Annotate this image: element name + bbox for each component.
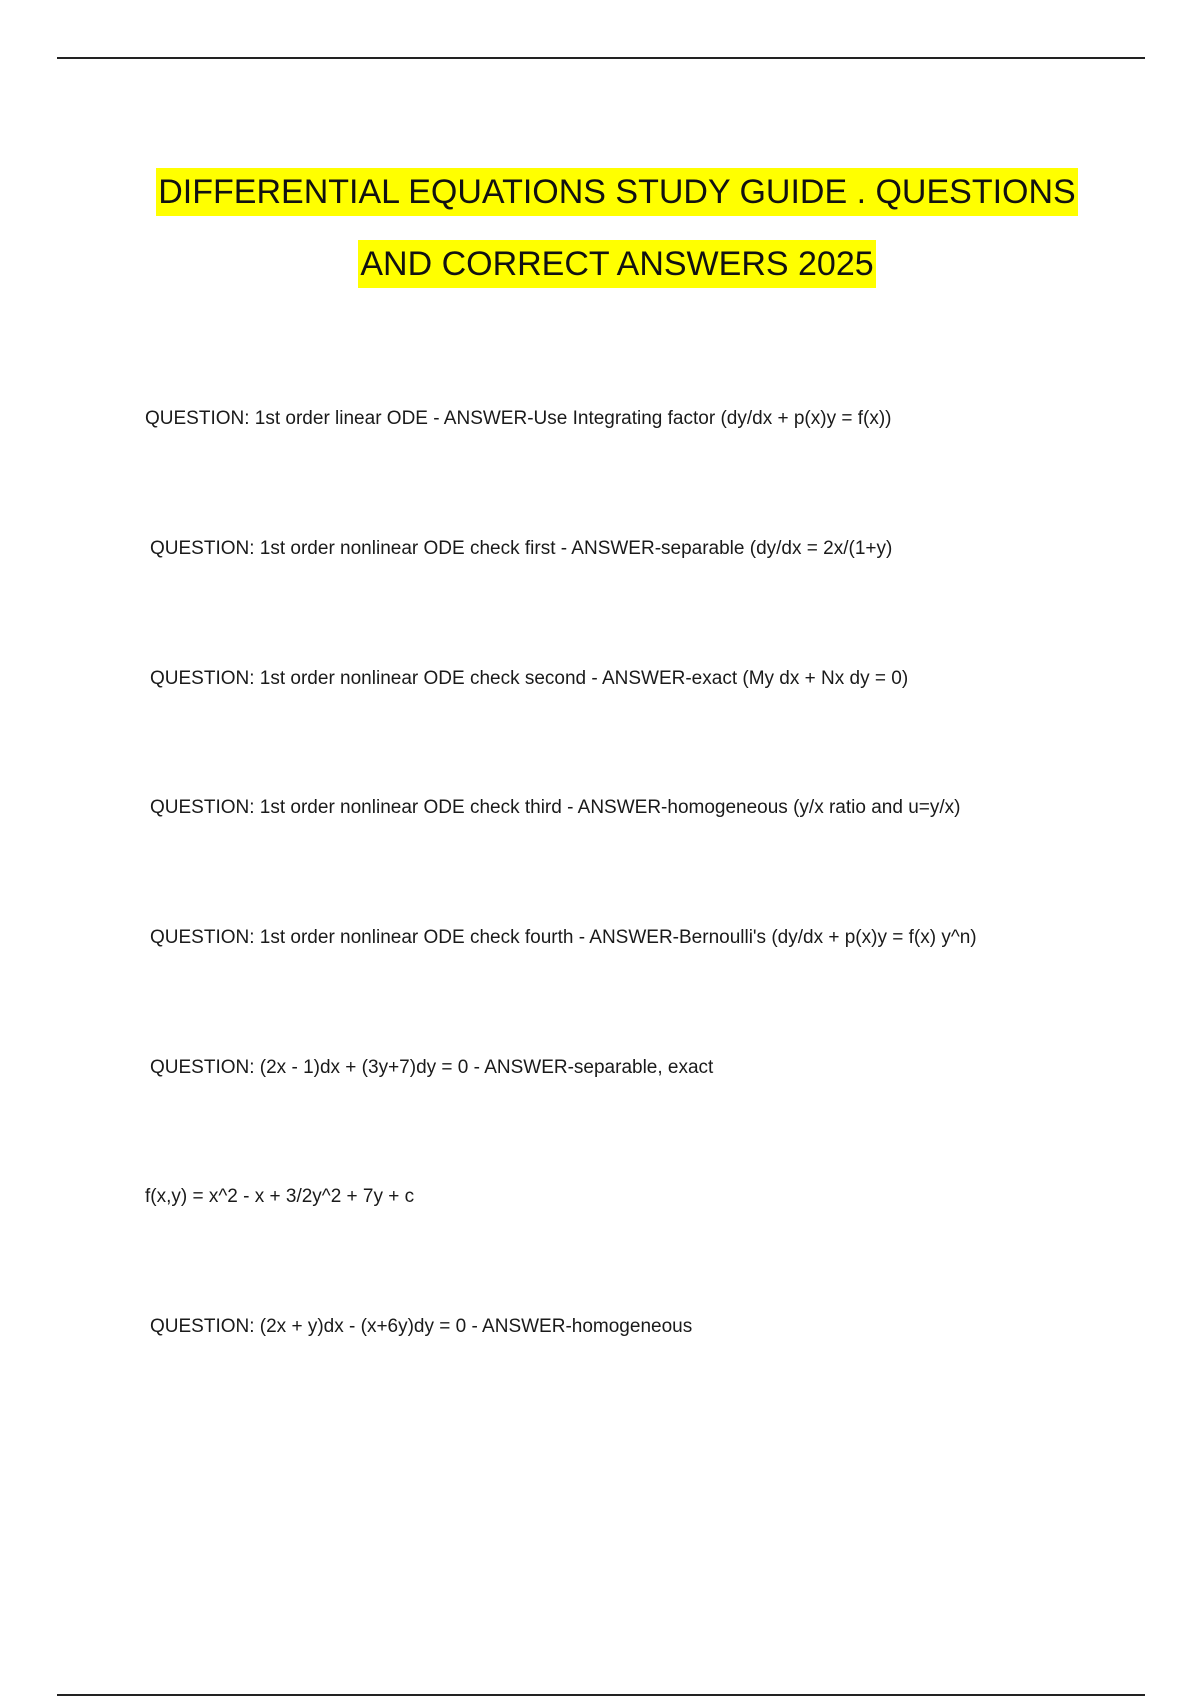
qa-entry-5: QUESTION: 1st order nonlinear ODE check fourth - ANSWER-Bernoulli's (dy/dx + p(x)y = f(x) y^n)	[150, 927, 977, 948]
qa-entry-8: QUESTION: (2x + y)dx - (x+6y)dy = 0 - ANSWER-homogeneous	[150, 1316, 693, 1337]
qa-entry-4: QUESTION: 1st order nonlinear ODE check third - ANSWER-homogeneous (y/x ratio and u=y/x)	[150, 797, 961, 818]
footer-rule	[57, 1694, 1145, 1696]
title-block	[0, 168, 1200, 312]
title-line-2: AND CORRECT ANSWERS 2025	[358, 240, 875, 288]
qa-entry-3: QUESTION: 1st order nonlinear ODE check second - ANSWER-exact (My dx + Nx dy = 0)	[150, 668, 909, 689]
qa-entry-1: QUESTION: 1st order linear ODE - ANSWER-Use Integrating factor (dy/dx + p(x)y = f(x))	[145, 408, 892, 429]
qa-entry-2: QUESTION: 1st order nonlinear ODE check first - ANSWER-separable (dy/dx = 2x/(1+y)	[150, 538, 893, 559]
qa-entry-6: QUESTION: (2x - 1)dx + (3y+7)dy = 0 - ANSWER-separable, exact	[150, 1057, 714, 1078]
header-rule	[57, 57, 1145, 59]
title-line-1: DIFFERENTIAL EQUATIONS STUDY GUIDE . QUESTIONS	[156, 168, 1078, 216]
qa-entry-7: f(x,y) = x^2 - x + 3/2y^2 + 7y + c	[145, 1186, 415, 1207]
